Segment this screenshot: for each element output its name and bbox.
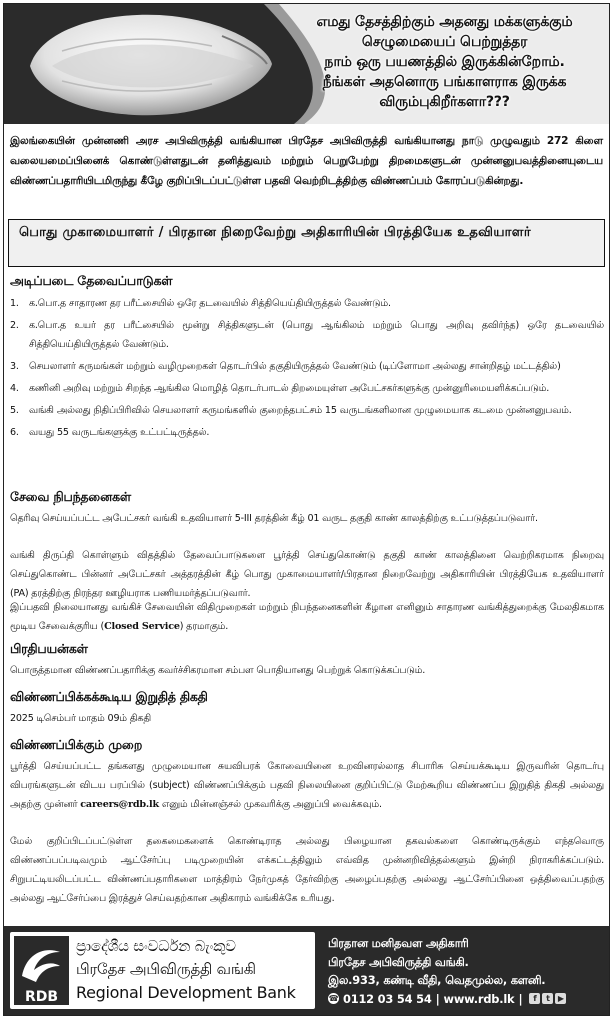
- bank-logo: [10, 932, 315, 1009]
- list-item-text: வங்கி அல்லது நிதிப்பிரிவில் செயலாளர் கருமங்களில் குறைந்தபட்சம் 15 வருடங்களிலான முழுமையாக கடமை முன்னனுபவம்.: [29, 405, 572, 416]
- application-method-heading: விண்ணப்பிக்கும் முறை: [10, 737, 143, 752]
- slogan-line: விரும்புகிறீர்களா???: [379, 94, 510, 110]
- position-title: பொது முகாமையாளர் / பிரதான நிறைவேற்று அதிகாரியின் பிரத்தியேக உதவியாளர்: [8, 219, 605, 267]
- slogan-line: நீங்கள் அதனொரு பங்காளராக இருக்க: [322, 74, 567, 90]
- list-item-text: வயது 55 வருடங்களுக்கு உட்பட்டிருத்தல்.: [29, 427, 210, 438]
- email-link[interactable]: careers@rdb.lk: [80, 799, 159, 810]
- service-paragraph-1: தெரிவு செய்யப்பட்ட அபேட்சகர் வங்கி உதவியாளர் 5-III தரத்தின் கீழ் 01 வருட தகுதி காண் காலத்திற்கு உட்படுத்தப்படுவார்.: [10, 513, 538, 524]
- list-item-text: செயலாளர் கருமங்கள் மற்றும் வழிமுறைகள் தொடர்பில் தகுதியிருத்தல் வேண்டும் (டிப்ளோமா அல்லது சான்றிதழ் மட்டத்தில்): [29, 361, 561, 372]
- list-item: [10, 379, 604, 398]
- twitter-icon[interactable]: t: [542, 993, 553, 1004]
- method-text: எனும் மின்னஞ்சல் முகவரிக்கு அனுப்பி வைக்கவும்.: [158, 799, 382, 810]
- separator: |: [518, 991, 523, 1006]
- header-banner: [4, 4, 609, 124]
- conch-shell-icon: [22, 6, 277, 124]
- social-icons: [529, 993, 566, 1004]
- youtube-icon[interactable]: ▶: [555, 993, 566, 1004]
- facebook-icon[interactable]: f: [529, 993, 540, 1004]
- list-item-number: 3.: [10, 361, 19, 372]
- list-item: [10, 294, 604, 313]
- requirements-heading: அடிப்படை தேவைப்பாடுகள்: [10, 273, 173, 288]
- footer-banner: [4, 926, 609, 1015]
- service-paragraph-3: [10, 598, 604, 636]
- method-paragraph-1: [10, 757, 604, 814]
- list-item: [10, 401, 604, 420]
- contact-line: இல.933, கண்டி வீதி, வெதமுல்ல, களனி.: [328, 973, 546, 987]
- requirements-list: [10, 294, 604, 445]
- list-item-text: க.பொ.த உயர் தர பரீட்சையில் மூன்று சித்திகளுடன் (பொது ஆங்கிலம் மற்றும் பொது அறிவு தவிர்ந்த) ஒரே தடவையில் சித்தியெய்தியிருத்தல் வேண்டும்.: [29, 320, 604, 350]
- service-paragraph-2: வங்கி திருப்தி கொள்ளும் விதத்தில் தேவைப்பாடுகளை பூர்த்தி செய்துகொண்டு தகுதி காண் காலத்தினை வெற்றிகரமாக நிறைவு செய்துகொண்ட பின்னர் அபேட்சகர் அத்தரத்தின் கீழ் பொது முகாமையாளர்/பிரதான நிறைவேற்று அதிகாரியின் பிரத்தியேக உதவியாளர் (PA) தரத்திற்கு நிரந்தர ஊழியராக பணியமர்த்தப்படுவார்.: [10, 550, 604, 599]
- rdb-logo-icon: [14, 936, 69, 1005]
- phone-icon: ☎: [328, 994, 339, 1004]
- contact-line: பிரதான மனிதவள அதிகாரி: [328, 936, 469, 950]
- closed-service-text: Closed Service: [104, 621, 180, 632]
- contact-info: [328, 934, 604, 1008]
- separator: |: [435, 991, 440, 1006]
- phone-number[interactable]: 0112 03 54 54: [343, 991, 432, 1006]
- website-link[interactable]: www.rdb.lk: [443, 991, 515, 1006]
- service-text: ) தரமாகும்.: [179, 621, 229, 632]
- logo-english-name: Regional Development Bank: [76, 983, 296, 1002]
- method-text: பூர்த்தி செய்யப்பட்ட தங்களது முழுமையான சுயவிபரக் கோவையினை உறவினரல்லாத சிபாரிசு செய்யக்கூடிய இருவரின் தொடர்பு விபரங்களுடன் விடய பரப்பில் (subject) விண்ணப்பிக்கும் பதவி நிலையினை குறிப்பிட்டு மேற்கூறிய விண்ணப்ப இறுதித் திகதி அல்லது அதற்கு முன்னர்: [10, 761, 604, 810]
- intro-paragraph: இலங்கையின் முன்னணி அரச அபிவிருத்தி வங்கியான பிரதேச அபிவிருத்தி வங்கியானது நாடு முழுவதும் 272 கிளை வலையமைப்பினைக் கொண்டுள்ளதுடன் தனித்துவம் மற்றும் பெறுபேற்று திறமைகளுடன் முன்னனுபவத்தினையுடைய விண்ணப்பதாரியிடமிருந்து கீழே குறிப்பிடப்பட்டுள்ள பதவி வெற்றிடத்திற்கு விண்ணப்பம் கோரப்படுகின்றது.: [10, 135, 603, 187]
- benefits-heading: பிரதிபயன்கள்: [10, 641, 88, 656]
- logo-abbreviation: RDB: [24, 989, 59, 1005]
- contact-line: பிரதேச அபிவிருத்தி வங்கி.: [328, 954, 469, 969]
- list-item: [10, 357, 604, 376]
- list-item: [10, 423, 604, 442]
- closing-date-heading: விண்ணப்பிக்கக்கூடிய இறுதித் திகதி: [10, 689, 208, 704]
- list-item-number: 5.: [10, 405, 19, 416]
- list-item: [10, 316, 604, 354]
- service-conditions-heading: சேவை நிபந்தனைகள்: [10, 489, 131, 504]
- method-paragraph-2: மேல் குறிப்பிடப்பட்டுள்ள தகைமைகளைக் கொண்டிராத அல்லது பிழையான தகவல்களை கொண்டிருக்கும் எந்தவொரு விண்ணப்பப்படிவமும் ஆட்சேர்ப்பு படிமுறையின் எக்கட்டத்திலும் எவ்வித முன்னறிவித்தல்களும் இன்றி நிராகரிக்கப்படும். சிறுபட்டியலிடப்பட்ட விண்ணப்பதாரிகளை மாத்திரம் நேர்முகத் தேர்விற்கு அழைப்பதற்கு அல்லது ஆட்சேர்ப்பினை ஒத்திவைப்பதற்கு அல்லது ஆட்சேர்ப்பை இரத்துச் செய்வதற்கான அதிகாரம் வங்கிக்கே உரியது.: [10, 836, 604, 904]
- slogan-text: [282, 12, 607, 112]
- slogan-line: செழுமையைப் பெற்றுத்தர: [361, 34, 528, 50]
- list-item-number: 2.: [10, 320, 19, 331]
- logo-sinhala-name: ප්‍රාදේශීය සංවර්ධන බැංකුව: [76, 937, 236, 955]
- slogan-line: எமது தேசத்திற்கும் அதனது மக்களுக்கும்: [316, 14, 573, 30]
- service-text: இப்பதவி நிலையானது வங்கிச் சேவையின் விதிமுறைகள் மற்றும் நிபந்தனைகளின் கீழான எனினும் சாதாரண வங்கித்துறைக்கு மேலதிகமாக மூடிய சேவைக்குரிய (: [10, 602, 604, 632]
- closing-date-text: 2025 டிசெம்பர் மாதம் 09ம் திகதி: [10, 713, 151, 724]
- slogan-line: நாம் ஒரு பயணத்தில் இருக்கின்றோம்.: [324, 54, 565, 70]
- list-item-number: 6.: [10, 427, 19, 438]
- logo-tamil-name: பிரதேச அபிவிருத்தி வங்கி: [76, 960, 256, 978]
- list-item-text: கணினி அறிவு மற்றும் சிறந்த ஆங்கில மொழித் தொடர்பாடல் திறமையுள்ள அபேட்சகர்களுக்கு முன்னுரிமையளிக்கப்படும்.: [29, 383, 550, 394]
- list-item-text: க.பொ.த சாதாரண தர பரீட்சையில் ஒரே தடவையில் சித்தியெய்தியிருத்தல் வேண்டும்.: [29, 298, 391, 309]
- list-item-number: 1.: [10, 298, 19, 309]
- list-item-number: 4.: [10, 383, 19, 394]
- benefits-text: பொருத்தமான விண்ணப்பதாரிக்கு கவர்ச்சிகரமான சம்பள பொதியானது பெற்றுக் கொடுக்கப்படும்.: [10, 665, 426, 676]
- contact-row: [328, 990, 604, 1009]
